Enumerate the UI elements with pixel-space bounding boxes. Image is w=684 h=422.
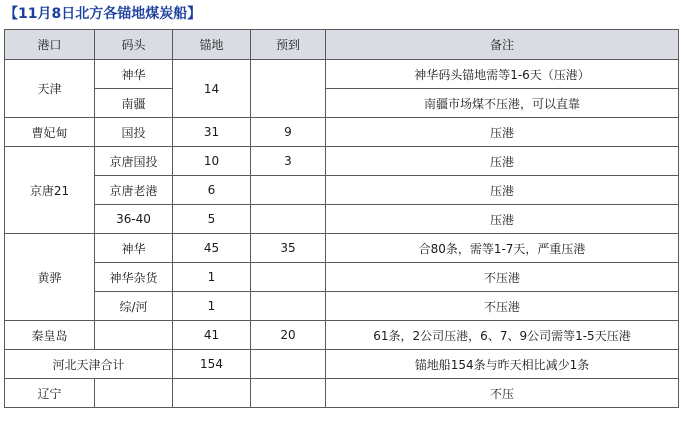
cell-anchorage [173, 379, 251, 408]
cell-anchorage: 1 [173, 292, 251, 321]
cell-anchorage: 41 [173, 321, 251, 350]
coal-ship-anchorage-table [4, 29, 679, 408]
cell-anchorage: 45 [173, 234, 251, 263]
header-anchorage: 锚地 [173, 30, 251, 60]
cell-port: 秦皇岛 [5, 321, 95, 350]
table-row [5, 147, 679, 176]
table-row [5, 263, 679, 292]
cell-expected [251, 263, 326, 292]
cell-expected [251, 205, 326, 234]
cell-anchorage: 10 [173, 147, 251, 176]
cell-expected [251, 379, 326, 408]
cell-terminal: 神华 [95, 234, 173, 263]
table-header-row [5, 30, 679, 60]
cell-terminal: 神华 [95, 60, 173, 89]
cell-remark: 压港 [326, 118, 679, 147]
header-terminal: 码头 [95, 30, 173, 60]
cell-anchorage: 31 [173, 118, 251, 147]
cell-port: 黄骅 [5, 234, 95, 321]
cell-terminal: 京唐老港 [95, 176, 173, 205]
cell-port: 天津 [5, 60, 95, 118]
cell-expected: 35 [251, 234, 326, 263]
cell-anchorage: 154 [173, 350, 251, 379]
table-row [5, 176, 679, 205]
cell-terminal: 南疆 [95, 89, 173, 118]
table-row [5, 234, 679, 263]
cell-terminal: 神华杂货 [95, 263, 173, 292]
table-row [5, 379, 679, 408]
cell-terminal: 36-40 [95, 205, 173, 234]
cell-port: 京唐21 [5, 147, 95, 234]
header-port: 港口 [5, 30, 95, 60]
cell-remark: 锚地船154条与昨天相比减少1条 [326, 350, 679, 379]
table-row-total [5, 350, 679, 379]
cell-terminal [95, 321, 173, 350]
cell-remark: 不压 [326, 379, 679, 408]
cell-remark: 压港 [326, 205, 679, 234]
header-remark: 备注 [326, 30, 679, 60]
table-row [5, 89, 679, 118]
table-row [5, 205, 679, 234]
cell-expected [251, 60, 326, 118]
cell-port: 曹妃甸 [5, 118, 95, 147]
cell-expected: 9 [251, 118, 326, 147]
table-row [5, 60, 679, 89]
cell-terminal: 国投 [95, 118, 173, 147]
cell-remark: 61条，2公司压港，6、7、9公司需等1-5天压港 [326, 321, 679, 350]
cell-expected [251, 350, 326, 379]
cell-anchorage: 1 [173, 263, 251, 292]
cell-remark: 不压港 [326, 263, 679, 292]
cell-anchorage: 14 [173, 60, 251, 118]
table-row [5, 292, 679, 321]
cell-expected [251, 292, 326, 321]
page-title: 【11月8日北方各锚地煤炭船】 [4, 6, 202, 22]
table-row [5, 118, 679, 147]
table-row [5, 321, 679, 350]
cell-expected: 20 [251, 321, 326, 350]
cell-port: 辽宁 [5, 379, 95, 408]
cell-terminal: 京唐国投 [95, 147, 173, 176]
cell-expected: 3 [251, 147, 326, 176]
cell-remark: 合80条，需等1-7天，严重压港 [326, 234, 679, 263]
header-expected: 预到 [251, 30, 326, 60]
cell-anchorage: 5 [173, 205, 251, 234]
cell-terminal: 综/河 [95, 292, 173, 321]
cell-expected [251, 176, 326, 205]
cell-remark: 压港 [326, 147, 679, 176]
cell-anchorage: 6 [173, 176, 251, 205]
cell-terminal [95, 379, 173, 408]
cell-remark: 压港 [326, 176, 679, 205]
cell-remark: 神华码头锚地需等1-6天（压港） [326, 60, 679, 89]
cell-remark: 南疆市场煤不压港，可以直靠 [326, 89, 679, 118]
cell-remark: 不压港 [326, 292, 679, 321]
cell-total-label: 河北天津合计 [5, 350, 173, 379]
